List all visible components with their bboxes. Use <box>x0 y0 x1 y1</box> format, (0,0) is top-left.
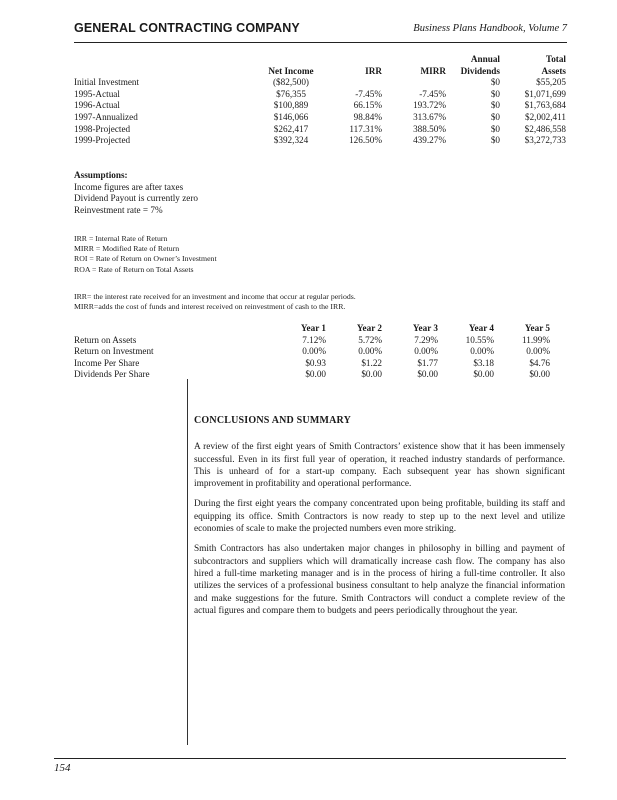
assets-cell: $2,002,411 <box>524 111 566 122</box>
col-net-income: Net Income <box>268 65 314 76</box>
table-row <box>74 112 566 124</box>
irr-cell: 66.15% <box>353 100 382 111</box>
row-label: 1996-Actual <box>74 100 120 111</box>
irr-cell: 117.31% <box>349 123 382 134</box>
dividends-cell: $0 <box>490 88 500 99</box>
page-number: 154 <box>54 762 71 774</box>
row-label: 1999-Projected <box>74 135 131 146</box>
row-label: Return on Investment <box>74 346 154 357</box>
row-label: Dividends Per Share <box>74 369 150 380</box>
dividends-cell: $0 <box>490 100 500 111</box>
value-cell: $4.76 <box>529 357 550 368</box>
col-year: Year 2 <box>356 323 382 333</box>
mirr-cell: 439.27% <box>413 135 446 146</box>
assumptions-block <box>74 170 198 216</box>
footer-rule <box>54 758 566 759</box>
table-row <box>74 335 550 347</box>
returns-header-row <box>74 66 566 78</box>
row-label: 1998-Projected <box>74 123 131 134</box>
col-irr: IRR <box>365 65 382 76</box>
paragraph: Smith Contractors has also undertaken major changes in philosophy in billing and payment of subcontractors and suppliers which will dramatically increase cash flow. The company has also hired a full-time marketing manager and is in the process of hiring a full-time controller. It also utilizes the services of a professional business consultant to help analyze the financial information and make suggestions for the future. Smith Contractors will conduct a complete review of the actual figures and compare them to budgets and peers periodically throughout the year. <box>194 544 565 616</box>
irr-cell <box>320 77 382 89</box>
returns-header-row-top <box>74 54 566 66</box>
value-cell: $0.00 <box>473 369 494 380</box>
value-cell: $0.00 <box>417 369 438 380</box>
value-cell: 0.00% <box>302 346 326 357</box>
col-assets: Assets <box>541 65 566 76</box>
value-cell: 11.99% <box>522 334 550 345</box>
value-cell: 0.00% <box>526 346 550 357</box>
net-income-cell: $262,417 <box>273 123 309 134</box>
table-row <box>74 135 566 147</box>
abbreviations-block <box>74 234 217 275</box>
dividends-cell: $0 <box>490 111 500 122</box>
row-label: Return on Assets <box>74 334 137 345</box>
value-cell: $0.93 <box>305 357 326 368</box>
net-income-cell: $146,066 <box>273 111 309 122</box>
assumption-line: Reinvestment rate = 7% <box>74 204 163 215</box>
assets-cell: $1,763,684 <box>524 100 566 111</box>
assumption-line: Income figures are after taxes <box>74 181 184 192</box>
col-year: Year 1 <box>300 323 326 333</box>
company-title: GENERAL CONTRACTING COMPANY <box>74 21 300 35</box>
note-line: IRR= the interest rate received for an investment and income that occur at regular periods. <box>74 292 356 301</box>
assumptions-title: Assumptions: <box>74 170 128 180</box>
net-income-cell: ($82,500) <box>273 77 309 88</box>
paragraph: During the first eight years the company concentrated upon being profitable, building its staff and equipping its office. Smith Contractors is now ready to step up to the next level and utilize economies of scale to make the projected numbers even more striking. <box>194 499 565 535</box>
col-year: Year 5 <box>524 323 550 333</box>
abbreviation-line: IRR = Internal Rate of Return <box>74 234 168 243</box>
value-cell: 7.29% <box>414 334 438 345</box>
row-label: 1997-Annualized <box>74 111 138 122</box>
irr-cell: 98.84% <box>353 111 382 122</box>
irr-cell: 126.50% <box>349 135 382 146</box>
paragraph: A review of the first eight years of Smith Contractors’ existence show that it has been immensely successful. Even in its first full year of operation, it reached industry standards of performance. This is unheard of for a start-up company. Each subsequent year has shown significant improvement in profitability and operational performance. <box>194 442 565 490</box>
definitions-notes <box>74 292 356 312</box>
dividends-cell: $0 <box>490 135 500 146</box>
dividends-cell: $0 <box>490 77 500 88</box>
mirr-cell: 388.50% <box>413 123 446 134</box>
row-label: Initial Investment <box>74 77 140 88</box>
net-income-cell: $392,324 <box>273 135 309 146</box>
abbreviation-line: MIRR = Modified Rate of Return <box>74 244 180 254</box>
table-row <box>74 77 566 89</box>
section-heading: CONCLUSIONS AND SUMMARY <box>194 415 352 426</box>
assets-cell: $2,486,558 <box>524 123 566 134</box>
dividends-cell: $0 <box>490 123 500 134</box>
table-row <box>74 100 566 112</box>
table-row <box>74 369 550 381</box>
assets-cell: $1,071,699 <box>524 88 566 99</box>
value-cell: 7.12% <box>302 334 326 345</box>
assets-cell: $3,272,733 <box>524 135 566 146</box>
col-total-top: Total <box>545 54 566 64</box>
value-cell: 0.00% <box>414 346 438 357</box>
conclusions-section <box>194 415 565 625</box>
assumption-line: Dividend Payout is currently zero <box>74 193 198 204</box>
irr-cell: -7.45% <box>355 88 382 99</box>
table-row <box>74 346 550 358</box>
value-cell: 10.55% <box>465 334 494 345</box>
row-label: 1995-Actual <box>74 88 120 99</box>
abbreviation-line: ROI = Rate of Return on Owner’s Investment <box>74 254 217 264</box>
col-year: Year 4 <box>468 323 494 333</box>
col-dividends: Dividends <box>460 65 500 76</box>
mirr-cell: 193.72% <box>413 100 446 111</box>
value-cell: $0.00 <box>305 369 326 380</box>
book-title: Business Plans Handbook, Volume 7 <box>413 23 567 34</box>
col-mirr: MIRR <box>420 65 446 76</box>
value-cell: $1.77 <box>417 357 438 368</box>
col-year: Year 3 <box>412 323 438 333</box>
table-row <box>74 89 566 101</box>
mirr-cell: 313.67% <box>413 111 446 122</box>
table-row <box>74 358 550 370</box>
row-label: Income Per Share <box>74 357 140 368</box>
abbreviation-line: ROA = Rate of Return on Total Assets <box>74 264 194 274</box>
assets-cell: $55,205 <box>536 77 566 88</box>
table-row <box>74 124 566 136</box>
mirr-cell <box>382 77 446 89</box>
running-header <box>74 20 567 43</box>
ratios-table <box>74 323 550 381</box>
col-annual-top: Annual <box>470 54 500 64</box>
mirr-cell: -7.45% <box>419 88 446 99</box>
net-income-cell: $100,889 <box>273 100 309 111</box>
value-cell: $3.18 <box>473 357 494 368</box>
value-cell: $0.00 <box>529 369 550 380</box>
value-cell: 0.00% <box>470 346 494 357</box>
margin-rule <box>187 379 188 745</box>
value-cell: 5.72% <box>358 334 382 345</box>
net-income-cell: $76,355 <box>276 88 306 99</box>
value-cell: $0.00 <box>361 369 382 380</box>
note-line: MIRR=adds the cost of funds and interest received on reinvestment of cash to the IRR. <box>74 302 346 312</box>
ratios-header-row <box>74 323 550 335</box>
returns-table <box>74 54 566 147</box>
value-cell: 0.00% <box>358 346 382 357</box>
value-cell: $1.22 <box>361 357 382 368</box>
